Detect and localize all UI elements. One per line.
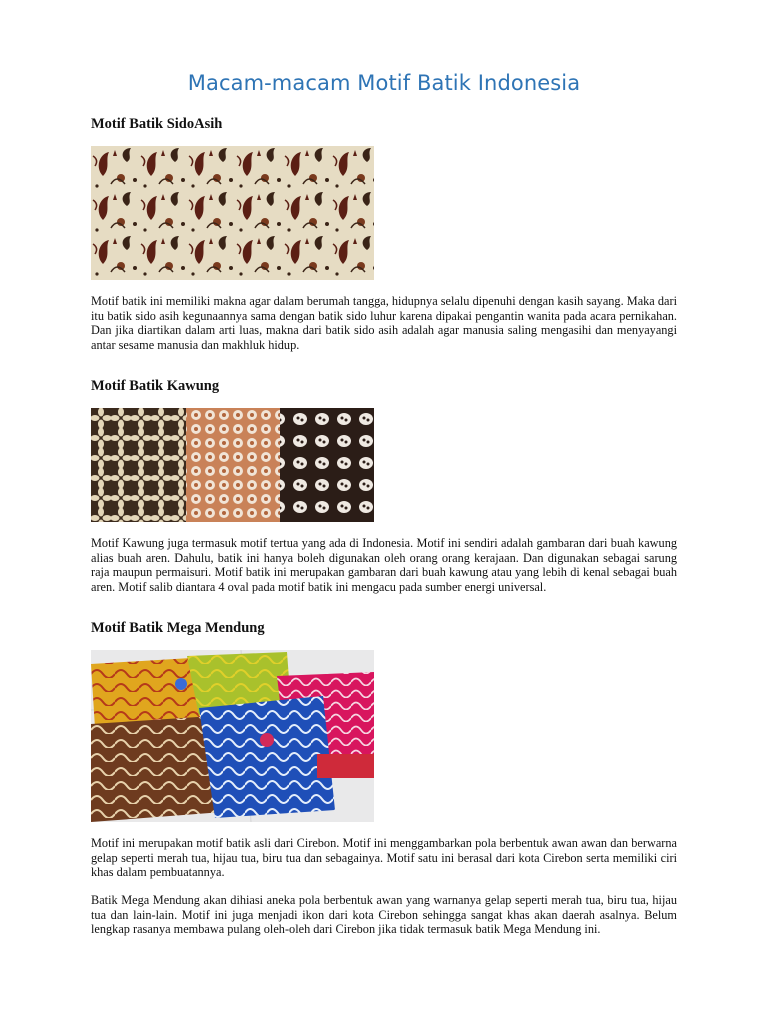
kawung-paragraph: Motif Kawung juga termasuk motif tertua yang ada di Indonesia. Motif ini sendiri adalah gambaran dari buah kawung alias buah aren. Dahulu, batik ini hanya boleh digunakan oleh orang orang kerajaan. Dan digunakan sebagai sarung raja maupun permaisuri. Motif batik ini merupakan gambaran dari buah kawung atau yang lebih di kenal sebagai buah aren. Motif salib diantara 4 oval pada motif batik ini mengacu pada sumber energi universal. [91, 536, 677, 594]
kawung-image [91, 408, 374, 522]
page-title: Macam-macam Motif Batik Indonesia [187, 71, 581, 95]
sidoasih-image [91, 146, 374, 280]
section-heading-kawung: Motif Batik Kawung [91, 378, 220, 394]
section-heading-sidoasih: Motif Batik SidoAsih [91, 116, 223, 132]
mega-mendung-image [91, 650, 374, 822]
section-heading-mega-mendung: Motif Batik Mega Mendung [91, 620, 265, 636]
sidoasih-paragraph: Motif batik ini memiliki makna agar dalam berumah tangga, hidupnya selalu dipenuhi dengan kasih sayang. Maka dari itu batik sido asih kegunaannya sama dengan batik sido luhur karena dipakai pengantin wanita pada acara pernikahan. Dan jika diartikan dalam arti luas, makna dari batik sido asih adalah agar manusia saling mengasihi dan menyayangi antar sesame manusia dan makhluk hidup. [91, 294, 677, 352]
mega-mendung-paragraph-1: Motif ini merupakan motif batik asli dari Cirebon. Motif ini menggambarkan pola berbentuk awan awan dan berwarna gelap seperti merah tua, hijau tua, biru tua dan sebagainya. Motif satu ini berasal dari kota Cirebon serta memiliki ciri khas dalam pembuatannya. [91, 836, 677, 880]
mega-mendung-paragraph-2: Batik Mega Mendung akan dihiasi aneka pola berbentuk awan yang warnanya gelap seperti merah tua, biru tua, hijau tua dan lain-lain. Motif ini juga menjadi ikon dari kota Cirebon sehingga sangat khas akan daerah asalnya. Belum lengkap rasanya membawa pulang oleh-oleh dari Cirebon jika tidak termasuk batik Mega Mendung ini. [91, 893, 677, 937]
